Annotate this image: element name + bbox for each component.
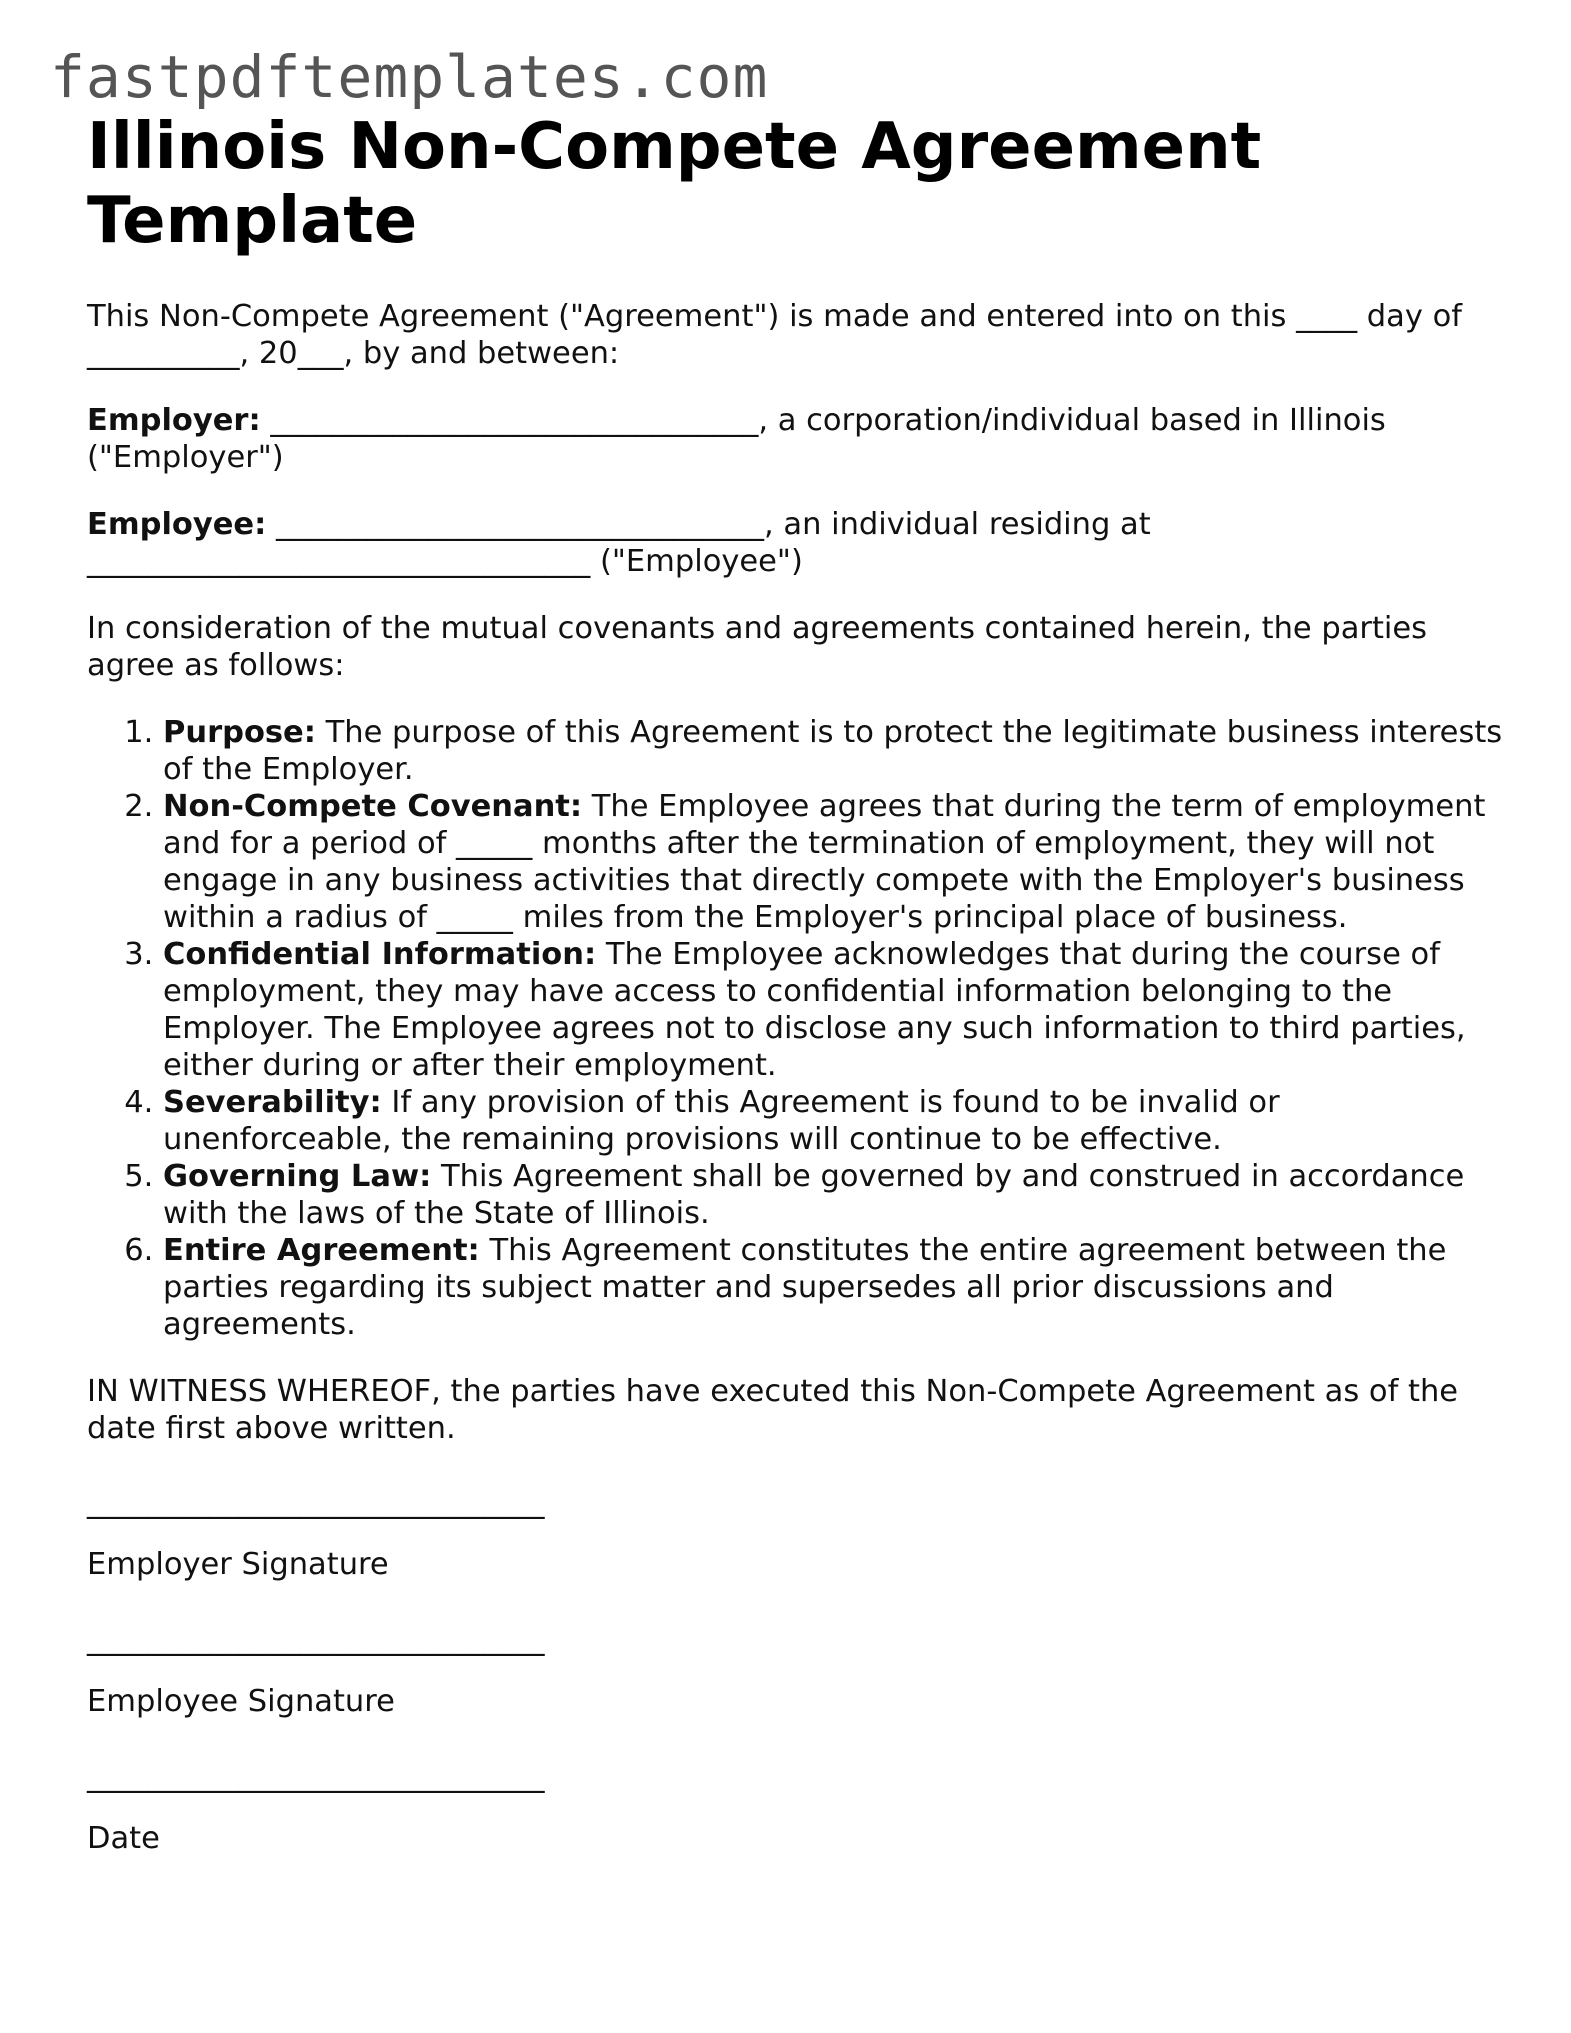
employee-paragraph: [87, 506, 1507, 580]
signature-label: Employee Signature: [87, 1684, 395, 1719]
clause-item: [163, 1084, 1507, 1158]
employer-text: ________________________________, a corporation/individual based in Illinois ("Employer"): [87, 403, 1386, 475]
clause-item: [163, 714, 1507, 788]
clause-label: Purpose:: [163, 715, 316, 750]
clause-label: Entire Agreement:: [163, 1233, 480, 1268]
date-signature: [87, 1758, 1507, 1857]
clause-text: The Employee agrees that during the term of employment and for a period of _____ months after the termination of employment, they will not engage in any business activities that directly compete with the Employer's business within a radius of _____ miles from the Employer's principal place of business.: [163, 789, 1486, 935]
clause-label: Non-Compete Covenant:: [163, 789, 583, 824]
clause-label: Governing Law:: [163, 1159, 432, 1194]
employee-text: ________________________________, an individual residing at _________________________________ ("Employee"): [87, 507, 1151, 579]
employer-paragraph: [87, 402, 1507, 476]
signature-line: ______________________________: [87, 1622, 545, 1657]
signature-line: ______________________________: [87, 1485, 545, 1520]
clause-label: Confidential Information:: [163, 937, 597, 972]
document-page: [87, 110, 1507, 1857]
employee-signature: [87, 1621, 1507, 1720]
signature-label: Employer Signature: [87, 1547, 389, 1582]
clause-text: This Agreement shall be governed by and construed in accordance with the laws of the State of Illinois.: [163, 1159, 1465, 1231]
signature-label: Date: [87, 1821, 160, 1856]
employer-signature: [87, 1484, 1507, 1583]
clause-text: The Employee acknowledges that during the course of employment, they may have access to confidential information belonging to the Employer. The Employee agrees not to disclose any such information to third parties, either during or after their employment.: [163, 937, 1466, 1083]
clause-text: This Agreement constitutes the entire agreement between the parties regarding its subject matter and supersedes all prior discussions and agreements.: [163, 1233, 1447, 1342]
employer-label: Employer:: [87, 403, 261, 438]
clause-item: [163, 788, 1507, 936]
signature-line: ______________________________: [87, 1759, 545, 1794]
signature-block: [87, 1484, 1507, 1857]
clause-item: [163, 1158, 1507, 1232]
witness-paragraph: IN WITNESS WHEREOF, the parties have executed this Non-Compete Agreement as of the date first above written.: [87, 1374, 1459, 1446]
clause-text: If any provision of this Agreement is found to be invalid or unenforceable, the remaining provisions will continue to be effective.: [163, 1085, 1280, 1157]
document-title: Illinois Non-Compete Agreement Template: [87, 110, 1262, 258]
employee-label: Employee:: [87, 507, 267, 542]
clause-label: Severability:: [163, 1085, 382, 1120]
intro-paragraph: This Non-Compete Agreement ("Agreement") is made and entered into on this ____ day of __________, 20___, by and between:: [87, 299, 1462, 371]
consideration-paragraph: In consideration of the mutual covenants and agreements contained herein, the parties agree as follows:: [87, 611, 1428, 683]
watermark: fastpdftemplates.com: [50, 43, 769, 111]
clause-item: [163, 936, 1507, 1084]
clause-text: The purpose of this Agreement is to protect the legitimate business interests of the Employer.: [163, 715, 1503, 787]
clauses-list: [87, 714, 1507, 1343]
clause-item: [163, 1232, 1507, 1343]
